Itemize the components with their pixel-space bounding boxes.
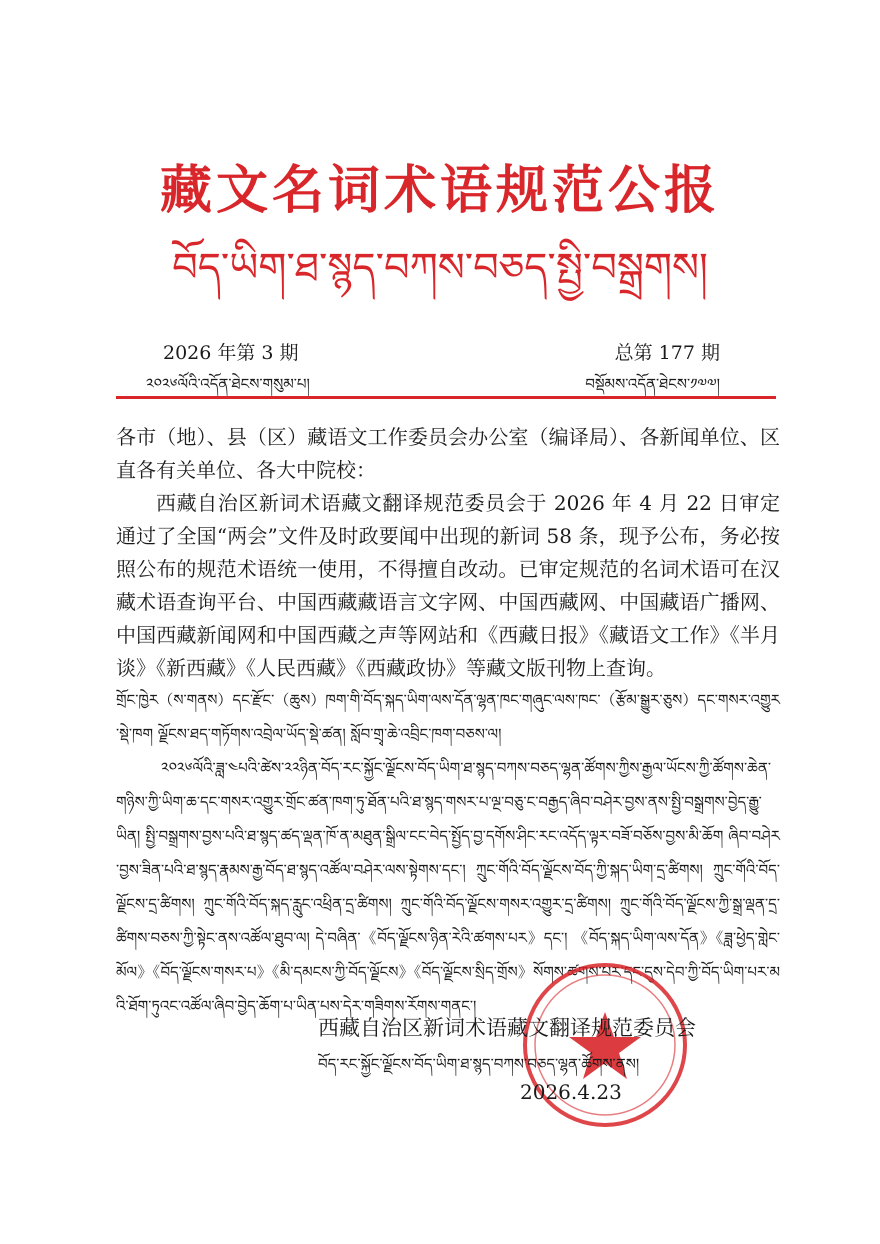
title-tibetan: བོད་ཡིག་ཐ་སྙད་བཀས་བཅད་སྤྱི་བསྒྲགས། [172,245,708,291]
addressee-tibetan: གྲོང་ཁྱེར（ས་གནས）དང་རྫོང་（ཆུས）ཁག་གི་བོད་སྐད་ཡིག་ལས་དོན་ལྷན་ཁང་གཞུང་ལས་ཁང་（རྩོམ་སྒྱུར་ཅུས）དང་གསར་འགྱུར་སྡེ་ཁག ལྗོངས་ཐད་གཏོགས་འབྲེལ་ཡོད་སྡེ་ཚན། སློབ་གྲྭ་ཆེ་འབྲིང་ཁག་བཅས་ལ། [116,691,780,743]
signing-organization-tibetan: བོད་རང་སྐྱོང་ལྗོངས་བོད་ཡིག་ཐ་སྙད་བཀས་བཅད་ལྷན་ཚོགས་ནས། [318,1055,640,1073]
official-seal [520,960,690,1130]
issue-number-tibetan: ༢༠༢༦ལོའི་འདོན་ཐེངས་གསུམ་པ། [146,375,310,393]
notice-body-chinese [116,421,780,685]
header-divider [116,396,776,399]
signing-date: 2026.4.23 [520,1080,622,1104]
total-issue-number-tibetan: བསྡོམས་འདོན་ཐེངས་༡༧༧། [585,375,720,393]
addressee-chinese: 各市（地）、县（区）藏语文工作委员会办公室（编译局）、各新闻单位、区直各有关单位、各大中院校： [116,425,780,482]
issue-number: 2026 年第 3 期 [163,342,299,364]
signing-organization-chinese: 西藏自治区新词术语藏文翻译规范委员会 [318,1016,696,1040]
notice-paragraph-chinese: 西藏自治区新词术语藏文翻译规范委员会于 2026 年 4 月 22 日审定通过了全国“两会”文件及时政要闻中出现的新词 58 条，现予公布，务必按照公布的规范术语统一使用，不得擅自改动。已审定规范的名词术语可在汉藏术语查询平台、中国西藏藏语言文字网、中国西藏网、中国藏语广播网、中国西藏新闻网和中国西藏之声等网站和《西藏日报》《藏语文工作》《半月谈》《新西藏》《人民西藏》《西藏政协》等藏文版刊物上查询。 [116,491,780,680]
total-issue-number: 总第 177 期 [614,342,720,364]
title-chinese: 藏文名词术语规范公报 [159,161,720,221]
notice-paragraph-tibetan: ༢༠༢༦ལོའི་ཟླ་༤པའི་ཚེས་༢༢ཉིན་བོད་རང་སྐྱོང་ལྗོངས་བོད་ཡིག་ཐ་སྙད་བཀས་བཅད་ལྷན་ཚོགས་ཀྱིས་རྒྱལ་ཡོངས་ཀྱི་ཚོགས་ཆེན་གཉིས་ཀྱི་ཡིག་ཆ་དང་གསར་འགྱུར་གྲོང་ཚན་ཁག་ཏུ་ཐོན་པའི་ཐ་སྙད་གསར་པ་ལྔ་བཅུ་ང་བརྒྱད་ཞིབ་བཤེར་བྱས་ནས་སྤྱི་བསྒྲགས་བྱེད་རྒྱུ་ཡིན། སྤྱི་བསྒྲགས་བྱས་པའི་ཐ་སྙད་ཚད་ལྡན་ཁོ་ན་མཐུན་སྒྲིལ་ངང་བེད་སྤྱོད་བྱ་དགོས་ཤིང་རང་འདོད་ལྟར་བཟོ་བཅོས་བྱས་མི་ཆོག ཞིབ་བཤེར་བྱས་ཟིན་པའི་ཐ་སྙད་རྣམས་རྒྱ་བོད་ཐ་སྙད་འཚོལ་བཤེར་ལས་སྟེགས་དང་། ཀྲུང་གོའི་བོད་ལྗོངས་བོད་ཀྱི་སྐད་ཡིག་དྲ་ཚིགས། ཀྲུང་གོའི་བོད་ལྗོངས་དྲ་ཚིགས། ཀྲུང་གོའི་བོད་སྐད་རླུང་འཕྲིན་དྲ་ཚིགས། ཀྲུང་གོའི་བོད་ལྗོངས་གསར་འགྱུར་དྲ་ཚིགས། ཀྲུང་གོའི་བོད་ལྗོངས་ཀྱི་སྒྲ་ལྡན་དྲ་ཚིགས་བཅས་ཀྱི་སྟེང་ནས་འཚོལ་ཐུབ་ལ། དེ་བཞིན་《བོད་ལྗོངས་ཉིན་རེའི་ཚགས་པར》དང་། 《བོད་སྐད་ཡིག་ལས་དོན》《ཟླ་ཕྱེད་གླེང་མོལ》《བོད་ལྗོངས་གསར་པ》《མི་དམངས་ཀྱི་བོད་ལྗོངས》《བོད་ལྗོངས་སྲིད་གྲོས》སོགས་ཚགས་པར་དང་དུས་དེབ་ཀྱི་བོད་ཡིག་པར་མའི་ཐོག་ཏུའང་འཚོལ་ཞིབ་བྱེད་ཆོག་པ་ཡིན་པས་དེར་གཟིགས་རོགས་གནང་། [116,759,780,1015]
